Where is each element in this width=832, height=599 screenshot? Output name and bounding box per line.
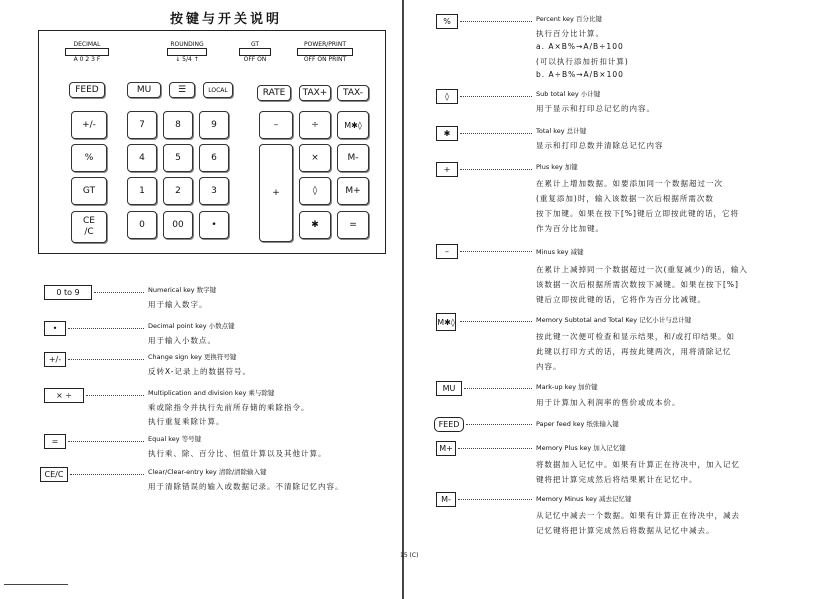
minus-key[interactable]: – — [259, 111, 293, 139]
equal-key-desc: 执行乘、除、百分比、恒值计算以及其他计算。 — [148, 449, 327, 458]
calculator-panel — [38, 30, 386, 254]
memory-plus-icon: M+ — [436, 441, 456, 456]
key-2[interactable]: 2 — [163, 177, 193, 205]
memory-subtotal-icon: M✱◊ — [436, 313, 456, 331]
clear-key-desc: 用于清除错误的输入或数据记录。不清除记忆内容。 — [148, 482, 344, 491]
clear-key-title: Clear/Clear-entry key 清除/清除输入键 — [148, 468, 267, 476]
plus-key-desc-1: 在累计上增加数据。如要添加同一个数据超过一次 — [536, 179, 723, 188]
tax-plus-key[interactable]: TAX+ — [299, 85, 331, 101]
key-0[interactable]: 0 — [127, 211, 157, 239]
markup-key-desc: 用于计算加入利润率的售价或成本价。 — [536, 398, 681, 407]
memory-minus-desc-2: 记忆键将把计算完成然后将数据从记忆中减去。 — [536, 526, 715, 535]
multiply-divide-desc: 乘或除指令并执行先前所存储的乘除指令。 — [148, 403, 310, 412]
leader-dots — [464, 388, 532, 389]
decimal-switch-ticks: A 0 2 3 F — [73, 56, 101, 63]
equal-key[interactable]: = — [337, 211, 369, 239]
key-8[interactable]: 8 — [163, 111, 193, 139]
memory-plus-title: Memory Plus key 加入记忆键 — [536, 444, 626, 452]
power-switch-ticks: OFF ON PRINT — [303, 56, 347, 63]
minus-key-title: Minus key 减键 — [536, 248, 584, 256]
key-9[interactable]: 9 — [199, 111, 229, 139]
rounding-switch-slot — [167, 48, 207, 56]
percent-key-desc-4: b. A÷B%→A/B×100 — [536, 70, 624, 79]
sign-key-icon: +/- — [44, 352, 66, 367]
multiply-divide-icon: × ÷ — [44, 388, 84, 403]
leader-dots — [460, 21, 532, 22]
rounding-switch-label: ROUNDING — [170, 41, 204, 48]
rounding-switch[interactable] — [167, 41, 207, 63]
gt-switch-ticks: OFF ON — [243, 56, 267, 63]
feed-key[interactable]: FEED — [69, 82, 105, 98]
multiply-key[interactable]: × — [299, 144, 331, 172]
feed-key-icon: FEED — [434, 417, 464, 432]
feed-key-title: Paper feed key 纸张输入键 — [536, 420, 619, 428]
key-00[interactable]: 00 — [163, 211, 193, 239]
total-key[interactable]: ✱ — [299, 211, 331, 239]
gt-switch[interactable] — [239, 41, 271, 63]
leader-dots — [460, 169, 532, 170]
percent-key-desc-2: a. A×B%→A/B÷100 — [536, 42, 624, 51]
mu-key[interactable]: MU — [127, 82, 161, 98]
leader-dots — [68, 328, 144, 329]
multiply-divide-title: Multiplication and division key 乘与除键 — [148, 389, 275, 397]
decimal-point-key[interactable]: • — [199, 211, 229, 239]
power-switch-slot — [297, 48, 353, 56]
minus-key-desc-2: 该数据一次后根据所需次数按下减键。如果在按下[%] — [536, 280, 739, 289]
sign-key-desc: 反转X-记录上的数据符号。 — [148, 367, 251, 376]
tax-minus-key[interactable]: TAX- — [337, 85, 369, 101]
key-3[interactable]: 3 — [199, 177, 229, 205]
plus-key-desc-4: 作为百分比加键。 — [536, 224, 604, 233]
sign-key-title: Change sign key 更换符号键 — [148, 353, 237, 361]
subtotal-key-title: Sub total key 小计键 — [536, 90, 601, 98]
total-key-title: Total key 总计键 — [536, 127, 587, 135]
minus-key-desc-1: 在累计上减掉同一个数据超过一次(重复减少)的话，输入 — [536, 265, 748, 274]
numerical-key-title: Numerical key 数字键 — [148, 286, 217, 294]
clear-entry-key[interactable]: CE /C — [71, 211, 107, 243]
page-number: 15 (C) — [400, 552, 419, 559]
leader-dots — [458, 448, 532, 449]
gt-key[interactable]: GT — [71, 177, 107, 205]
total-key-desc: 显示和打印总数并清除总记忆内容 — [536, 141, 664, 150]
numerical-key-desc: 用于输入数字。 — [148, 300, 208, 309]
numerical-key-icon: 0 to 9 — [44, 285, 92, 300]
leader-dots — [460, 251, 532, 252]
decimal-key-title: Decimal point key 小数点键 — [148, 322, 235, 330]
decimal-switch[interactable] — [65, 41, 109, 63]
power-switch-label: POWER/PRINT — [304, 41, 346, 48]
plus-key-desc-3: 按下加键。如果在按下[%]键后立即按此键的话，它将 — [536, 209, 739, 218]
leader-dots — [86, 395, 144, 396]
equal-key-title: Equal key 等号键 — [148, 435, 202, 443]
sign-key[interactable]: +/- — [71, 111, 107, 139]
memory-subtotal-key[interactable]: M✱◊ — [337, 111, 369, 139]
multiply-divide-desc-2: 执行重复乘除计算。 — [148, 417, 225, 426]
leader-dots — [94, 292, 144, 293]
key-7[interactable]: 7 — [127, 111, 157, 139]
memory-minus-icon: M- — [436, 492, 456, 507]
minus-key-icon: – — [436, 244, 458, 259]
rate-key[interactable]: RATE — [257, 85, 291, 101]
markup-key-title: Mark-up key 加价键 — [536, 383, 598, 391]
markup-key-icon: MU — [436, 381, 462, 396]
key-6[interactable]: 6 — [199, 144, 229, 172]
subtotal-key-icon: ◊ — [436, 89, 458, 104]
decimal-key-desc: 用于输入小数点。 — [148, 336, 216, 345]
database-icon[interactable]: ☰ — [169, 82, 195, 98]
memory-subtotal-desc-2: 此键以打印方式的话，再按此键两次，用将清除记忆 — [536, 347, 732, 356]
memory-subtotal-desc-1: 按此键一次便可检查和显示结果，和/或打印结果。如 — [536, 332, 736, 341]
local-key[interactable]: LOCAL — [203, 82, 233, 98]
leader-dots — [68, 441, 144, 442]
key-5[interactable]: 5 — [163, 144, 193, 172]
leader-dots — [466, 424, 532, 425]
percent-key-title: Percent key 百分比键 — [536, 15, 602, 23]
memory-subtotal-title: Memory Subtotal and Total Key 记忆小计与总计键 — [536, 316, 692, 324]
memory-plus-key[interactable]: M+ — [337, 177, 369, 205]
memory-minus-key[interactable]: M- — [337, 144, 369, 172]
memory-subtotal-desc-3: 内容。 — [536, 362, 562, 371]
percent-key-icon: % — [436, 14, 458, 29]
gt-switch-slot — [239, 48, 271, 56]
memory-plus-desc-2: 键将把计算完成然后将结果累计在记忆中。 — [536, 475, 698, 484]
percent-key-desc-1: 执行百分比计算。 — [536, 29, 604, 38]
divide-key[interactable]: ÷ — [299, 111, 331, 139]
decimal-key-icon: • — [44, 321, 66, 336]
memory-minus-title: Memory Minus key 减去记忆键 — [536, 495, 632, 503]
leader-dots — [70, 474, 144, 475]
memory-minus-desc-1: 从记忆中减去一个数据。如果有计算正在待决中，减去 — [536, 511, 740, 520]
plus-key-desc-2: (重复添加)时，输入该数据一次后根据所需次数 — [536, 194, 714, 203]
column-divider — [402, 0, 404, 599]
equal-key-icon: = — [44, 434, 66, 449]
minus-key-desc-3: 键后立即按此键的话，它将作为百分比减键。 — [536, 295, 706, 304]
leader-dots — [68, 359, 144, 360]
key-4[interactable]: 4 — [127, 144, 157, 172]
plus-key-title: Plus key 加键 — [536, 163, 578, 171]
subtotal-key[interactable]: ◊ — [299, 177, 331, 205]
leader-dots — [460, 133, 532, 134]
rounding-switch-ticks: ↓ 5/4 ↑ — [175, 56, 199, 63]
leader-dots — [458, 499, 532, 500]
key-1[interactable]: 1 — [127, 177, 157, 205]
percent-key-desc-3: (可以执行添加折扣计算) — [536, 57, 629, 66]
plus-key[interactable]: + — [259, 144, 293, 242]
leader-dots — [460, 321, 532, 322]
memory-plus-desc-1: 将数据加入记忆中。如果有计算正在待决中，加入记忆 — [536, 460, 740, 469]
plus-key-icon: + — [436, 162, 458, 177]
page-title: 按键与开关说明 — [170, 12, 283, 27]
footnote-rule — [4, 584, 68, 585]
leader-dots — [460, 96, 532, 97]
decimal-switch-slot — [65, 48, 109, 56]
clear-key-icon: CE/C — [40, 467, 68, 482]
subtotal-key-desc: 用于显示和打印总记忆的内容。 — [536, 104, 655, 113]
gt-switch-label: GT — [250, 41, 260, 48]
total-key-icon: ✱ — [436, 126, 458, 141]
decimal-switch-label: DECIMAL — [73, 41, 101, 48]
power-switch[interactable] — [297, 41, 353, 63]
percent-key[interactable]: % — [71, 144, 107, 172]
